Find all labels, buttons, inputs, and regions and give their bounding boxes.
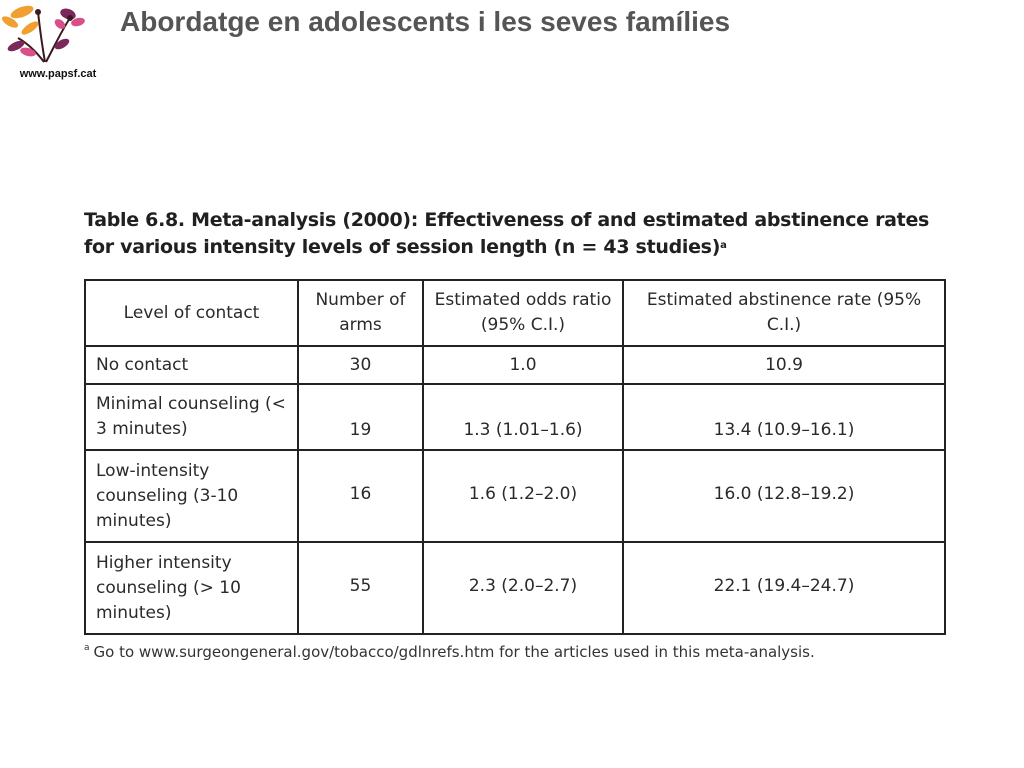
table-row xyxy=(85,450,945,542)
table-row xyxy=(85,542,945,634)
cell-abstinence-rate: 16.0 (12.8–19.2) xyxy=(623,450,945,542)
table-row xyxy=(85,384,945,450)
cell-abstinence-rate: 13.4 (10.9–16.1) xyxy=(623,384,945,450)
logo-url-text: www.papsf.cat xyxy=(19,68,97,80)
cell-arms: 55 xyxy=(298,542,423,634)
cell-odds-ratio: 1.3 (1.01–1.6) xyxy=(423,384,623,450)
cell-level: Higher intensity counseling (> 10 minutes) xyxy=(85,542,298,634)
table-header-row xyxy=(85,280,945,346)
header-number-of-arms: Number of arms xyxy=(298,280,423,346)
table-caption-text: Table 6.8. Meta-analysis (2000): Effectiveness of and estimated abstinence rates for various intensity levels of session length (n = 43 studies) xyxy=(84,209,930,258)
footnote-text: Go to www.surgeongeneral.gov/tobacco/gdlnrefs.htm for the articles used in this meta-analysis. xyxy=(93,643,815,661)
table-caption xyxy=(84,207,934,261)
cell-abstinence-rate: 10.9 xyxy=(623,346,945,384)
cell-level: Low-intensity counseling (3-10 minutes) xyxy=(85,450,298,542)
cell-odds-ratio: 1.0 xyxy=(423,346,623,384)
flower-logo-icon xyxy=(0,0,110,70)
cell-odds-ratio: 2.3 (2.0–2.7) xyxy=(423,542,623,634)
header-level-of-contact: Level of contact xyxy=(85,280,298,346)
cell-abstinence-rate: 22.1 (19.4–24.7) xyxy=(623,542,945,634)
cell-arms: 19 xyxy=(298,384,423,450)
caption-footnote-marker: a xyxy=(720,240,727,251)
cell-odds-ratio: 1.6 (1.2–2.0) xyxy=(423,450,623,542)
header-abstinence-rate: Estimated abstinence rate (95% C.I.) xyxy=(623,280,945,346)
cell-level: Minimal counseling (< 3 minutes) xyxy=(85,384,298,450)
header-odds-ratio: Estimated odds ratio (95% C.I.) xyxy=(423,280,623,346)
slide-title: Abordatge en adolescents i les seves famílies xyxy=(120,6,731,37)
papsf-logo xyxy=(0,0,110,92)
footnote-marker: a xyxy=(84,643,90,653)
table-footnote xyxy=(84,643,944,661)
cell-arms: 16 xyxy=(298,450,423,542)
meta-analysis-table xyxy=(84,279,946,635)
table-row xyxy=(85,346,945,384)
cell-arms: 30 xyxy=(298,346,423,384)
cell-level: No contact xyxy=(85,346,298,384)
